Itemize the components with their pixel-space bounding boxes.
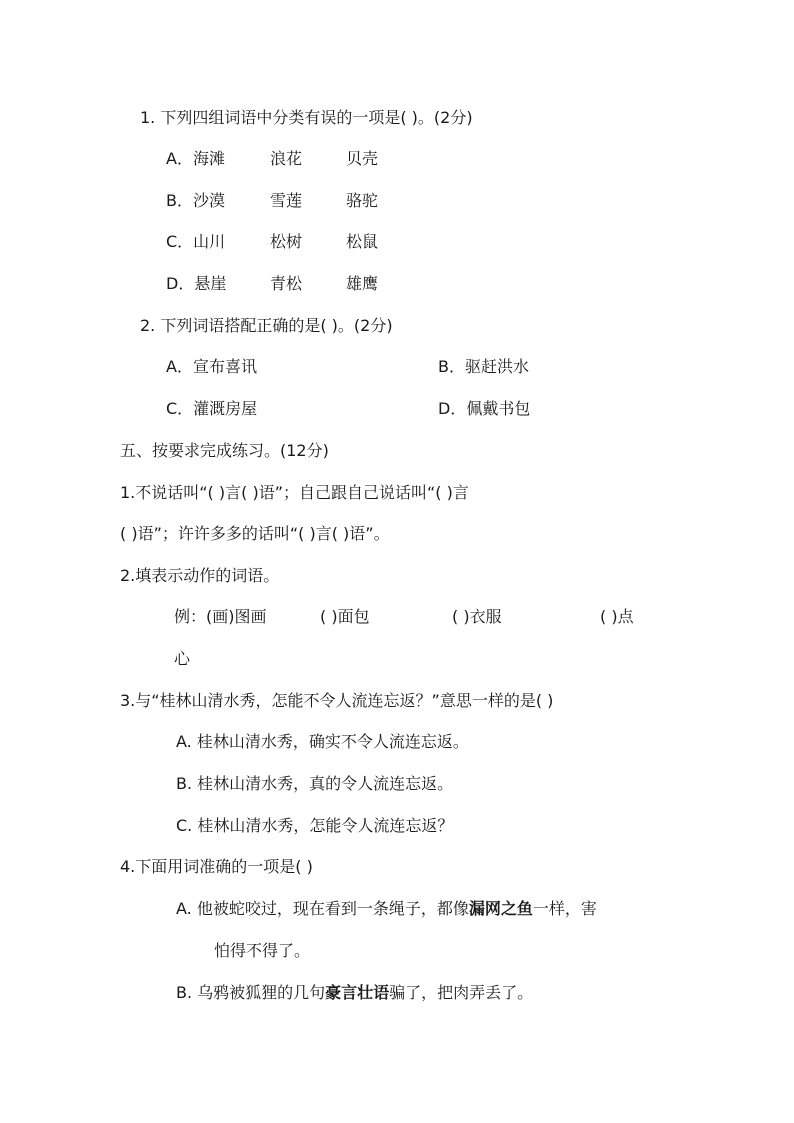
- item2-example: 例：(画)图画: [174, 607, 267, 626]
- item4-option-b-pre: B. 乌鸦被狐狸的几句: [176, 983, 326, 1002]
- item4-option-b-idiom: 豪言壮语: [325, 983, 390, 1002]
- q2-option-b: B．驱赶洪水: [438, 357, 529, 376]
- item3-option-b: B. 桂林山清水秀，真的令人流连忘返。: [176, 774, 454, 793]
- q1-option-b-word2: 雪莲: [270, 191, 303, 210]
- item2-wrap: 心: [174, 649, 191, 668]
- item2-blank-bread: ( )面包: [320, 607, 370, 626]
- q1-option-a-word2: 浪花: [270, 149, 303, 168]
- item3-stem: 3.与“桂林山清水秀，怎能不令人流连忘返？”意思一样的是( ): [120, 691, 554, 710]
- item2-blank-clothes: ( )衣服: [452, 607, 502, 626]
- item3-option-c: C. 桂林山清水秀，怎能令人流连忘返？: [176, 816, 454, 835]
- item4-option-a: [176, 899, 597, 919]
- q1-option-c-word3: 松鼠: [346, 232, 379, 251]
- item4-option-b: [176, 983, 533, 1003]
- q1-option-b-word3: 骆驼: [346, 191, 379, 210]
- q2-option-d: D．佩戴书包: [438, 399, 531, 418]
- item3-option-a: A. 桂林山清水秀，确实不令人流连忘返。: [176, 732, 469, 751]
- q1-stem: 1. 下列四组词语中分类有误的一项是( )。(2分): [140, 108, 473, 127]
- item4-option-a-idiom: 漏网之鱼: [468, 899, 533, 918]
- q2-option-a: A．宣布喜讯: [166, 357, 257, 376]
- q1-option-a-label: A．海滩: [166, 149, 225, 168]
- item4-stem: 4.下面用词准确的一项是( ): [120, 857, 313, 876]
- item2-blank-snack: ( )点: [600, 607, 634, 626]
- item1-line1: 1.不说话叫“( )言( )语”；自己跟自己说话叫“( )言: [120, 483, 469, 502]
- q1-option-d-word3: 雄鹰: [346, 274, 379, 293]
- section5-heading: 五、按要求完成练习。(12分): [120, 441, 329, 460]
- q1-option-d-label: D．悬崖: [166, 274, 227, 293]
- q1-option-b-label: B．沙漠: [166, 191, 225, 210]
- item4-option-a-post: 一样，害: [532, 899, 597, 918]
- q1-option-a-word3: 贝壳: [346, 149, 379, 168]
- item1-line2: ( )语”；许许多多的话叫“( )言( )语”。: [120, 524, 390, 543]
- q1-option-d-word2: 青松: [270, 274, 303, 293]
- item2-stem: 2.填表示动作的词语。: [120, 566, 280, 585]
- q2-stem: 2. 下列词语搭配正确的是( )。(2分): [140, 316, 393, 335]
- q1-option-c-label: C．山川: [166, 232, 226, 251]
- q1-option-c-word2: 松树: [270, 232, 303, 251]
- item4-option-b-post: 骗了，把肉弄丢了。: [389, 983, 534, 1002]
- q2-option-c: C．灌溉房屋: [166, 399, 258, 418]
- item4-option-a-wrap: 怕得不得了。: [214, 941, 311, 960]
- item4-option-a-pre: A. 他被蛇咬过，现在看到一条绳子，都像: [176, 899, 469, 918]
